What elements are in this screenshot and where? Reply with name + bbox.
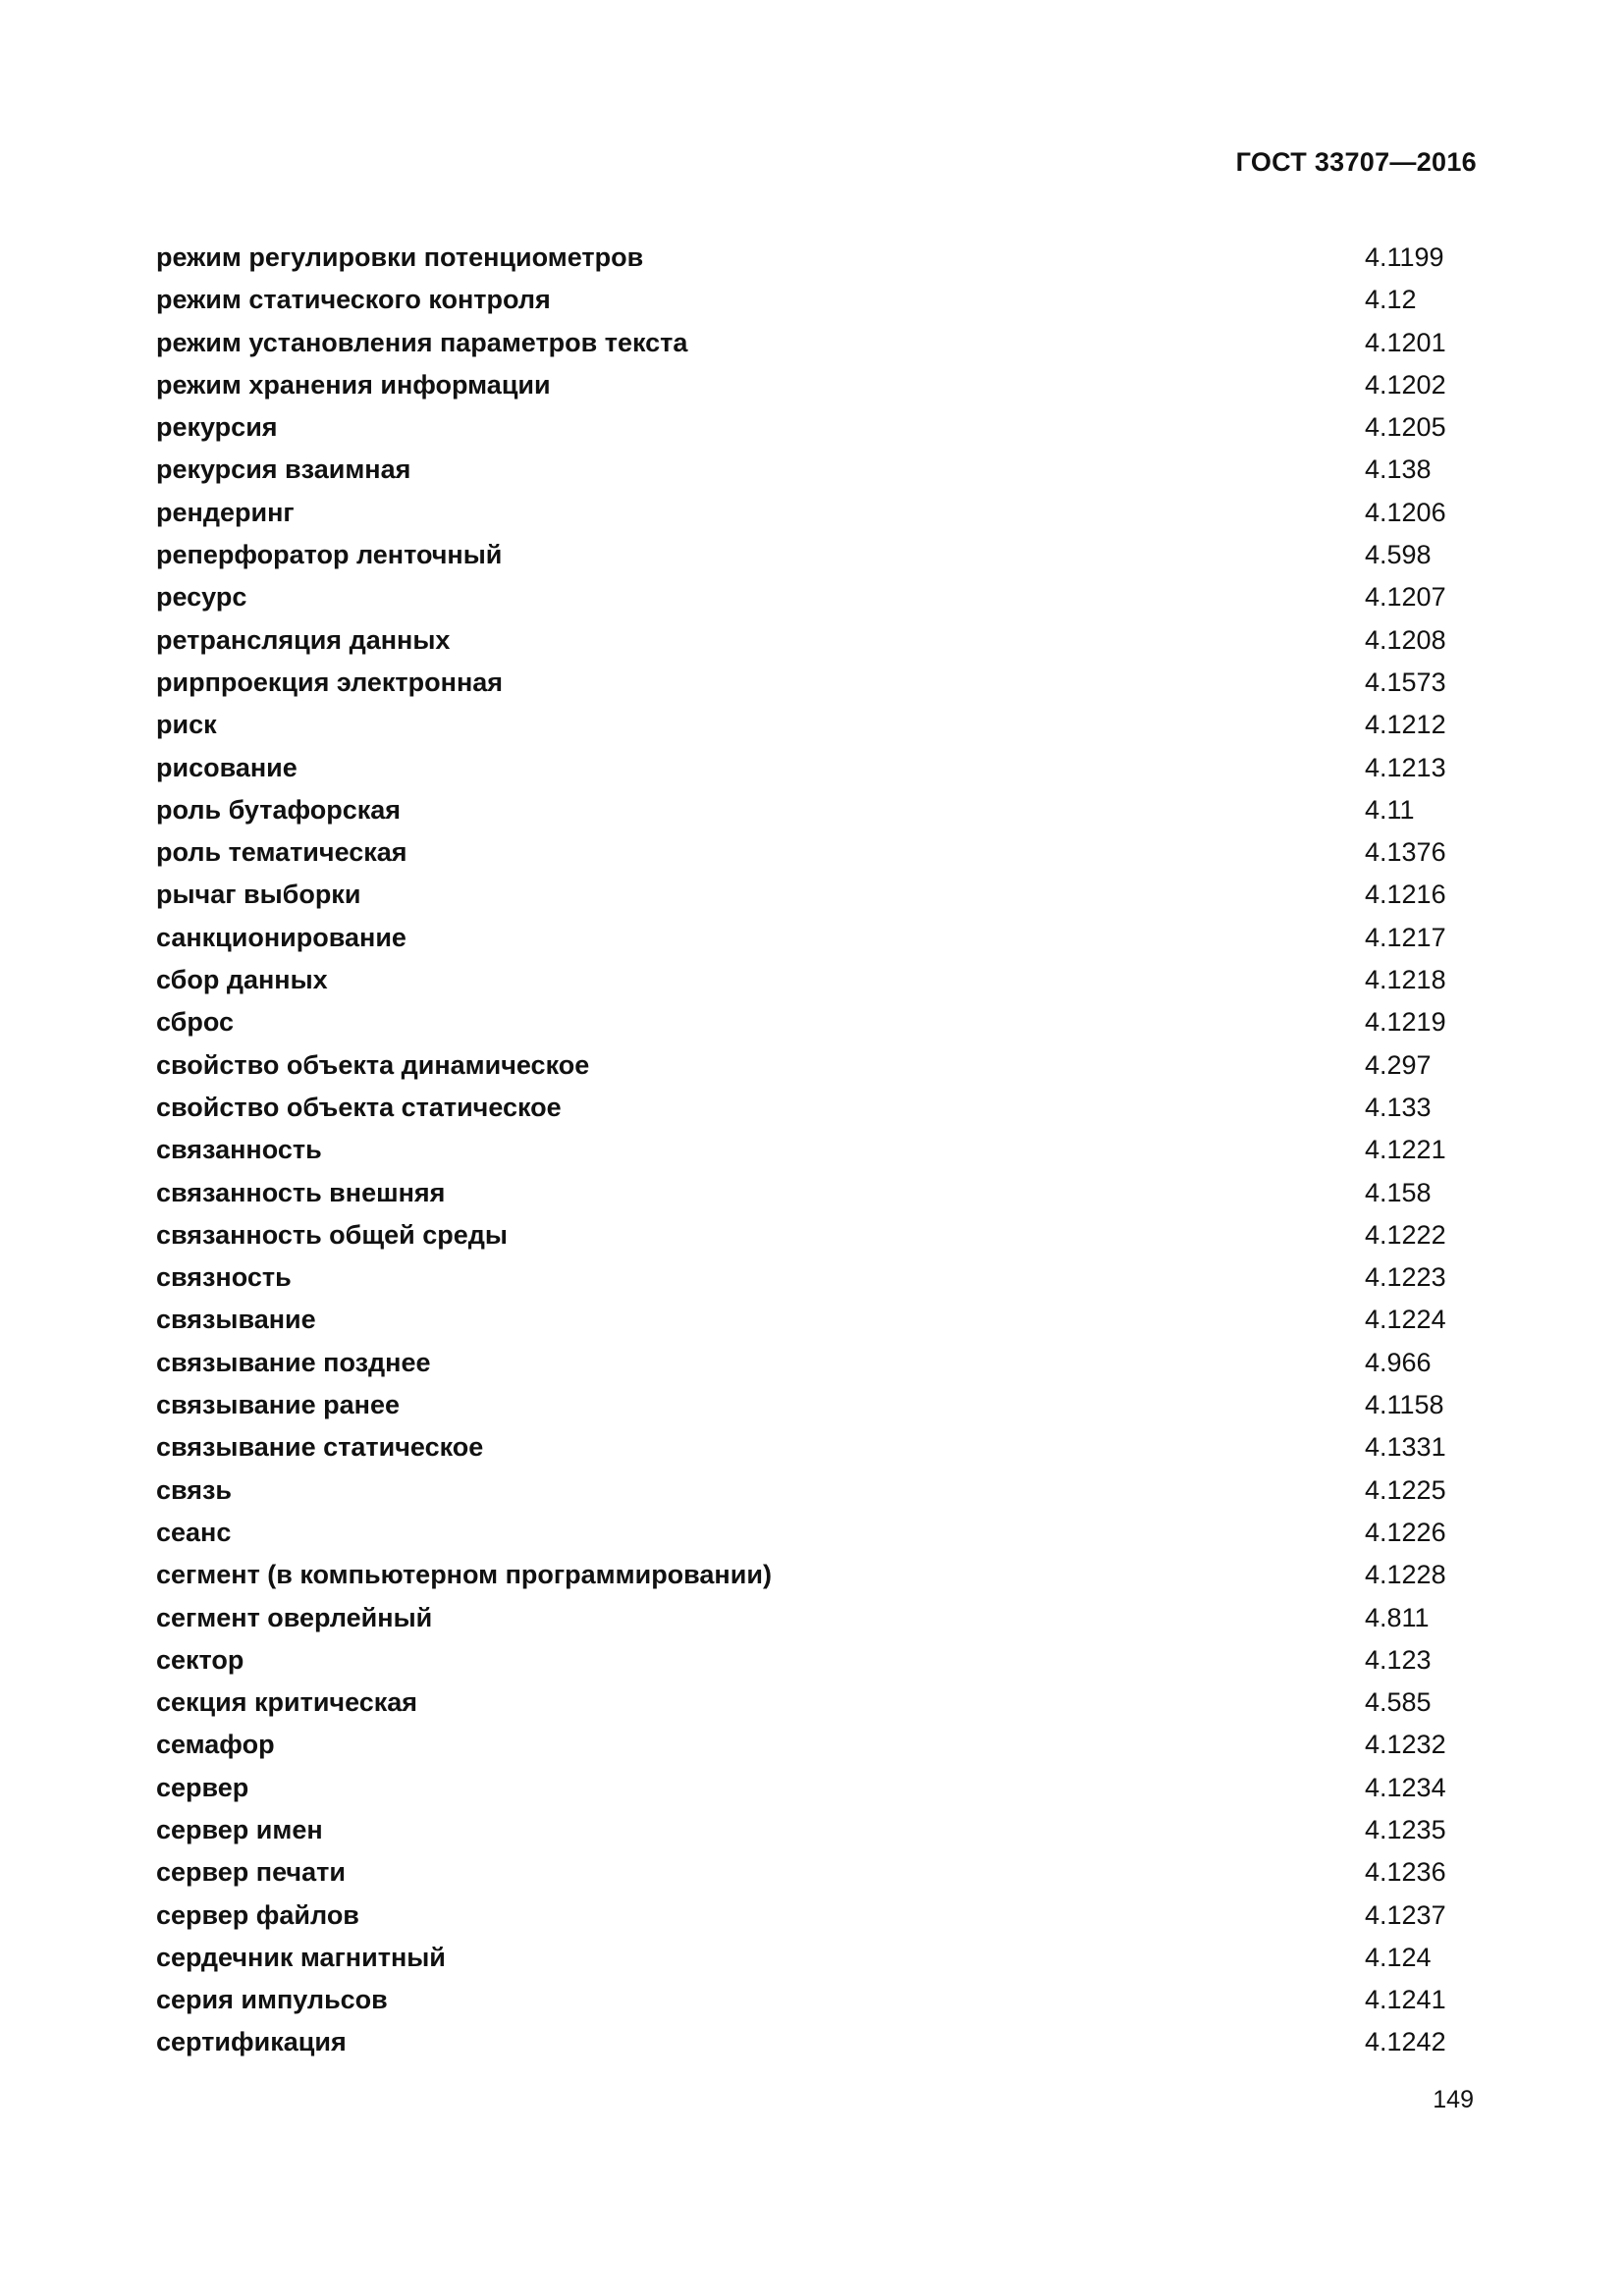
index-term: роль тематическая bbox=[156, 837, 407, 868]
index-term: связанность внешняя bbox=[156, 1177, 446, 1207]
index-entry bbox=[156, 959, 1477, 1001]
index-term: сбор данных bbox=[156, 965, 328, 995]
index-reference: 4.158 bbox=[1365, 1177, 1432, 1207]
index-reference: 4.1208 bbox=[1365, 624, 1446, 655]
index-reference: 4.1201 bbox=[1365, 327, 1446, 357]
index-term: сброс bbox=[156, 1007, 234, 1038]
index-entry bbox=[156, 1767, 1477, 1809]
index-reference: 4.1222 bbox=[1365, 1219, 1446, 1250]
index-entry bbox=[156, 406, 1477, 449]
index-term: серия импульсов bbox=[156, 1985, 388, 2015]
index-entry bbox=[156, 1384, 1477, 1426]
term-index-list bbox=[156, 237, 1477, 2064]
index-entry bbox=[156, 704, 1477, 746]
index-reference: 4.1234 bbox=[1365, 1772, 1446, 1802]
index-entry bbox=[156, 1214, 1477, 1256]
index-entry bbox=[156, 1044, 1477, 1087]
index-reference: 4.12 bbox=[1365, 285, 1417, 315]
index-reference: 4.1199 bbox=[1365, 242, 1444, 272]
index-reference: 4.1236 bbox=[1365, 1857, 1446, 1888]
index-reference: 4.585 bbox=[1365, 1687, 1432, 1718]
index-reference: 4.966 bbox=[1365, 1347, 1432, 1377]
index-reference: 4.1206 bbox=[1365, 497, 1446, 527]
index-reference: 4.1235 bbox=[1365, 1814, 1446, 1844]
index-reference: 4.1213 bbox=[1365, 752, 1446, 782]
index-term: риск bbox=[156, 710, 217, 740]
index-entry bbox=[156, 1895, 1477, 1937]
index-entry bbox=[156, 576, 1477, 618]
index-entry bbox=[156, 1512, 1477, 1554]
index-term: режим регулировки потенциометров bbox=[156, 242, 644, 272]
index-reference: 4.124 bbox=[1365, 1942, 1432, 1972]
index-entry bbox=[156, 1937, 1477, 1979]
index-term: связь bbox=[156, 1474, 233, 1505]
index-term: режим хранения информации bbox=[156, 369, 551, 400]
index-term: сервер файлов bbox=[156, 1899, 359, 1930]
index-entry bbox=[156, 1087, 1477, 1129]
index-reference: 4.1221 bbox=[1365, 1135, 1446, 1165]
index-term: сервер bbox=[156, 1772, 249, 1802]
index-entry bbox=[156, 1469, 1477, 1512]
index-term: сердечник магнитный bbox=[156, 1942, 446, 1972]
index-entry bbox=[156, 492, 1477, 534]
index-reference: 4.1207 bbox=[1365, 582, 1446, 613]
index-entry bbox=[156, 619, 1477, 662]
index-term: сертификация bbox=[156, 2027, 347, 2057]
index-entry bbox=[156, 747, 1477, 789]
index-entry bbox=[156, 1001, 1477, 1043]
index-entry bbox=[156, 364, 1477, 406]
index-reference: 4.1242 bbox=[1365, 2027, 1446, 2057]
index-reference: 4.1376 bbox=[1365, 837, 1446, 868]
index-entry bbox=[156, 237, 1477, 279]
index-reference: 4.1223 bbox=[1365, 1262, 1446, 1293]
index-entry bbox=[156, 1682, 1477, 1724]
index-reference: 4.1216 bbox=[1365, 880, 1446, 910]
index-reference: 4.1218 bbox=[1365, 965, 1446, 995]
index-reference: 4.811 bbox=[1365, 1602, 1430, 1632]
index-entry bbox=[156, 662, 1477, 704]
index-reference: 4.1217 bbox=[1365, 922, 1446, 952]
index-term: сервер печати bbox=[156, 1857, 346, 1888]
index-term: сервер имен bbox=[156, 1814, 323, 1844]
index-entry bbox=[156, 917, 1477, 959]
index-reference: 4.1241 bbox=[1365, 1985, 1446, 2015]
index-entry bbox=[156, 874, 1477, 916]
index-entry bbox=[156, 449, 1477, 491]
index-reference: 4.1331 bbox=[1365, 1432, 1446, 1463]
index-term: свойство объекта статическое bbox=[156, 1092, 562, 1122]
index-reference: 4.11 bbox=[1365, 794, 1415, 825]
index-reference: 4.1224 bbox=[1365, 1305, 1446, 1335]
index-reference: 4.598 bbox=[1365, 540, 1432, 570]
index-term: семафор bbox=[156, 1730, 275, 1760]
index-entry bbox=[156, 1129, 1477, 1171]
index-term: связывание статическое bbox=[156, 1432, 484, 1463]
index-entry bbox=[156, 1809, 1477, 1851]
index-entry bbox=[156, 1851, 1477, 1894]
index-reference: 4.1219 bbox=[1365, 1007, 1446, 1038]
index-entry bbox=[156, 279, 1477, 321]
index-reference: 4.1205 bbox=[1365, 412, 1446, 443]
index-term: реперфоратор ленточный bbox=[156, 540, 503, 570]
index-term: рекурсия bbox=[156, 412, 278, 443]
index-term: связанность общей среды bbox=[156, 1219, 508, 1250]
index-entry bbox=[156, 789, 1477, 831]
index-term: рисование bbox=[156, 752, 298, 782]
index-reference: 4.138 bbox=[1365, 454, 1432, 485]
index-term: сектор bbox=[156, 1644, 244, 1675]
index-entry bbox=[156, 2021, 1477, 2063]
index-reference: 4.1228 bbox=[1365, 1560, 1446, 1590]
index-reference: 4.1226 bbox=[1365, 1517, 1446, 1547]
index-entry bbox=[156, 322, 1477, 364]
index-term: ретрансляция данных bbox=[156, 624, 451, 655]
index-reference: 4.133 bbox=[1365, 1092, 1432, 1122]
index-entry bbox=[156, 534, 1477, 576]
index-term: рирпроекция электронная bbox=[156, 667, 504, 697]
index-reference: 4.123 bbox=[1365, 1644, 1432, 1675]
index-term: связывание bbox=[156, 1305, 316, 1335]
index-entry bbox=[156, 1554, 1477, 1596]
index-term: сегмент оверлейный bbox=[156, 1602, 433, 1632]
index-term: свойство объекта динамическое bbox=[156, 1049, 590, 1080]
index-term: рендеринг bbox=[156, 497, 295, 527]
index-reference: 4.1573 bbox=[1365, 667, 1446, 697]
index-term: рычаг выборки bbox=[156, 880, 361, 910]
index-reference: 4.1225 bbox=[1365, 1474, 1446, 1505]
index-term: роль бутафорская bbox=[156, 794, 402, 825]
index-reference: 4.1237 bbox=[1365, 1899, 1446, 1930]
index-term: секция критическая bbox=[156, 1687, 418, 1718]
index-term: рекурсия взаимная bbox=[156, 454, 411, 485]
index-entry bbox=[156, 1724, 1477, 1766]
index-reference: 4.1202 bbox=[1365, 369, 1446, 400]
index-entry bbox=[156, 1342, 1477, 1384]
index-term: связанность bbox=[156, 1135, 322, 1165]
index-entry bbox=[156, 1597, 1477, 1639]
document-header: ГОСТ 33707—2016 bbox=[1235, 147, 1477, 177]
index-entry bbox=[156, 1172, 1477, 1214]
index-entry bbox=[156, 1256, 1477, 1299]
index-term: связывание позднее bbox=[156, 1347, 431, 1377]
index-reference: 4.1232 bbox=[1365, 1730, 1446, 1760]
index-entry bbox=[156, 1426, 1477, 1468]
index-reference: 4.1212 bbox=[1365, 710, 1446, 740]
index-term: сегмент (в компьютерном программировании) bbox=[156, 1560, 772, 1590]
index-term: связывание ранее bbox=[156, 1390, 401, 1420]
index-term: режим установления параметров текста bbox=[156, 327, 688, 357]
index-entry bbox=[156, 831, 1477, 874]
index-reference: 4.1158 bbox=[1365, 1390, 1444, 1420]
index-term: ресурс bbox=[156, 582, 247, 613]
index-term: санкционирование bbox=[156, 922, 406, 952]
index-reference: 4.297 bbox=[1365, 1049, 1432, 1080]
index-entry bbox=[156, 1979, 1477, 2021]
index-term: режим статического контроля bbox=[156, 285, 551, 315]
index-term: связность bbox=[156, 1262, 292, 1293]
page-number: 149 bbox=[1433, 2086, 1474, 2113]
index-entry bbox=[156, 1299, 1477, 1341]
index-term: сеанс bbox=[156, 1517, 232, 1547]
index-entry bbox=[156, 1639, 1477, 1682]
